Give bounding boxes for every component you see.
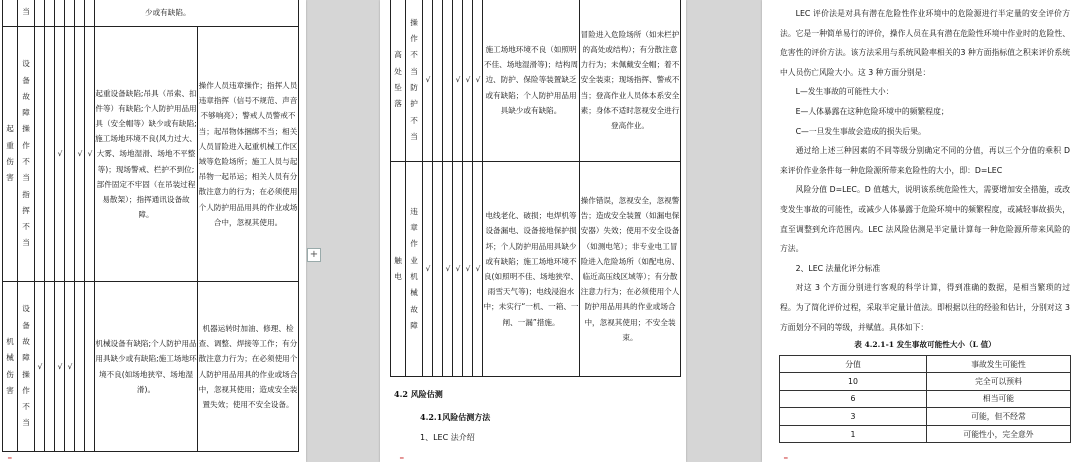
paragraph: 2、LEC 法量化评分标准 [795, 263, 881, 273]
category-cell: 机械伤害 [6, 336, 14, 395]
ctrl-cell: 操作人员违章操作；指挥人员违章指挥（信号不规范、声音不够响亮）；警戒人员警戒不当；起吊物体捆绑不当；相关人员冒险进入起重机械工作区域等危险场所；施工人员与起吊物一起吊运；相关人员有分散注意力的行为；在必须使用个人防护用品用具的作业或场合中，忽视其使用。 [198, 27, 299, 282]
footer-mark: ━ [8, 455, 12, 462]
list-item: 1、LEC 法介绍 [420, 433, 475, 442]
check-cell [75, 282, 85, 452]
paragraph: C—一旦发生事故会造成的损失后果。 [795, 126, 926, 136]
paragraph: E—人体暴露在这种危险环境中的频繁程度； [795, 106, 949, 116]
table-cell: 3 [780, 408, 927, 426]
category-cell: 触电 [394, 255, 402, 281]
table-cell: 可能，但不经常 [927, 408, 1071, 426]
paragraph: 通过给上述三种因素的不同等级分别确定不同的分值，再以三个分值的乘积 D 来评价作业条件每一种危险源所带来危险性的大小，即：D=LEC [780, 146, 1070, 175]
check-cell: √ [55, 27, 65, 282]
hazard-table-page-2 [390, 0, 681, 377]
table-header: 分值 [780, 356, 927, 373]
check-cell: √ [473, 0, 483, 162]
category-cell: 高处坠落 [394, 50, 402, 109]
hazard-table-page-1 [2, 0, 299, 452]
check-cell [433, 0, 443, 162]
check-cell: √ [55, 282, 65, 452]
desc-cell: 电线老化、破损；电焊机等设备漏电、设备接地保护损坏；个人防护用品用具缺少或有缺陷；施工场地环境不良(如照明不佳、场地狭窄、雨雪天气等)；电线浸泡水中；未实行“一机、一箱、一闸、一漏”措施。 [483, 162, 580, 377]
check-cell [85, 282, 95, 452]
ctrl-cell: 操作错误，忽视安全，忽视警告；造成安全装置（如漏电保安器）失效；使用不安全设备（如测电笔）；非专业电工冒险进入危险场所（如配电房、临近高压线区域等）；有分散注意力行为；在必须使用个人防护用品用具的作业或场合中，忽视其使用；不安全装束。 [580, 162, 681, 377]
check-cell [45, 27, 55, 282]
table-header: 事故发生可能性 [927, 356, 1071, 373]
desc-cell: 施工场地环境不良（如照明不佳、场地湿滑等)；结构周边、防护、保险等装置缺乏或有缺陷；个人防护用品用具缺少或有缺陷。 [483, 0, 580, 162]
subsection-heading: 4.2.1风险估测方法 [420, 412, 491, 422]
table-row [3, 282, 299, 452]
table-row [391, 0, 681, 162]
check-cell: √ [65, 282, 75, 452]
table-row [3, 27, 299, 282]
check-cell: √ [453, 162, 463, 377]
table-row [391, 162, 681, 377]
ctrl-cell: 冒险进入危险场所（如未栏护的高处或结构）；有分散注意力行为；未佩戴安全帽；着不安全装束；现场指挥、警戒不当；登高作业人员体本系安全素；身体不适时忽视安全进行登高作业。 [580, 0, 681, 162]
section-heading: 4.2 风险估测 [394, 389, 443, 399]
check-cell: √ [423, 162, 433, 377]
check-cell: √ [443, 162, 453, 377]
desc-cell: 少或有缺陷。 [95, 0, 299, 27]
check-cell: √ [463, 0, 473, 162]
sub-cell: 设备故障操作不当 [22, 304, 30, 428]
check-cell [45, 282, 55, 452]
check-cell: √ [463, 162, 473, 377]
table-header-row [780, 356, 1071, 373]
table-cell: 10 [780, 373, 927, 391]
insert-page-button[interactable]: + [307, 248, 321, 262]
check-cell [443, 0, 453, 162]
body-text [780, 4, 1070, 353]
desc-cell: 起重设备缺陷;吊具（吊索、扣件等）有缺陷;个人防护用品用具（安全帽等）缺少或有缺陷;施工场地环境不良(风力过大、大雾、场地湿滑、场地不平整等)；现场警戒、栏护不到位;部件固定不牢固（在吊装过程易散架）；指挥通讯设备故障。 [95, 27, 198, 282]
table-row [780, 408, 1071, 426]
document-page-1 [0, 0, 306, 462]
table-cell: 可能性小，完全意外 [927, 425, 1071, 443]
document-page-2 [380, 0, 686, 462]
footer-mark: ━ [784, 455, 788, 462]
check-cell [65, 27, 75, 282]
table-row [780, 390, 1071, 408]
probability-table [779, 355, 1071, 443]
table-cell: 6 [780, 390, 927, 408]
paragraph: 风险分值 D=LEC。D 值越大，说明该系统危险性大，需要增加安全措施，或改变发生事故的可能性，或减少人体暴露于危险环境中的频繁程度，或减轻事故损失，直至调整到允许范围内。LEC 法风险估测是半定量计算每一种危险源所带来风险的方法。 [780, 185, 1070, 254]
check-cell: √ [473, 162, 483, 377]
table-row [3, 0, 299, 27]
check-cell: √ [423, 0, 433, 162]
table-cell: 1 [780, 425, 927, 443]
category-cell: 起重伤害 [6, 124, 14, 183]
table-row [780, 425, 1071, 443]
paragraph: 对这 3 个方面分别进行客观的科学计算，得到准确的数据，是相当繁琐的过程。为了简化评价过程，采取半定量计值法。即根据以往的经验和估计，分别对这 3 方面划分不同的等级，并赋值。具体如下： [780, 283, 1070, 332]
check-cell: √ [85, 27, 95, 282]
table-caption: 表 4.2.1-1 发生事故可能性大小（L 值） [854, 340, 996, 350]
check-cell [35, 27, 45, 282]
footer-mark: ━ [400, 455, 404, 462]
check-cell: √ [35, 282, 45, 452]
check-cell: √ [453, 0, 463, 162]
check-cell: √ [75, 27, 85, 282]
document-page-3 [762, 0, 1080, 462]
table-cell: 完全可以预料 [927, 373, 1071, 391]
table-cell: 相当可能 [927, 390, 1071, 408]
paragraph: L—发生事故的可能性大小： [795, 87, 894, 97]
sub-cell: 违章作业机械故障 [410, 206, 418, 330]
paragraph: LEC 评价法是对具有潜在危险性作业环境中的危险源进行半定量的安全评价方法。它是一种简单易行的评价，操作人员在具有潜在危险性环境中作业时的危险性、危害性的评价方法。该方法采用与系统风险率相关的3 种方面指标值之积来评价系统中人员伤亡风险大小。这 3 种方面分别是： [780, 9, 1070, 77]
table-row [780, 373, 1071, 391]
sub-cell: 设备故障操作不当指挥不当 [22, 59, 30, 248]
sub-cell: 操作不当防护不当 [410, 17, 418, 141]
ctrl-cell: 机器运转时加油、修理、检查、调整、焊接等工作；有分散注意力行为；在必须使用个人防护用品用具的作业或场合中，忽视其使用；造成安全装置失效；使用不安全设备。 [198, 282, 299, 452]
desc-cell: 机械设备有缺陷;个人防护用品用具缺少或有缺陷;施工场地环境不良(如场地狭窄、场地湿滑)。 [95, 282, 198, 452]
check-cell [433, 162, 443, 377]
sub-cell: 当 [22, 7, 30, 17]
